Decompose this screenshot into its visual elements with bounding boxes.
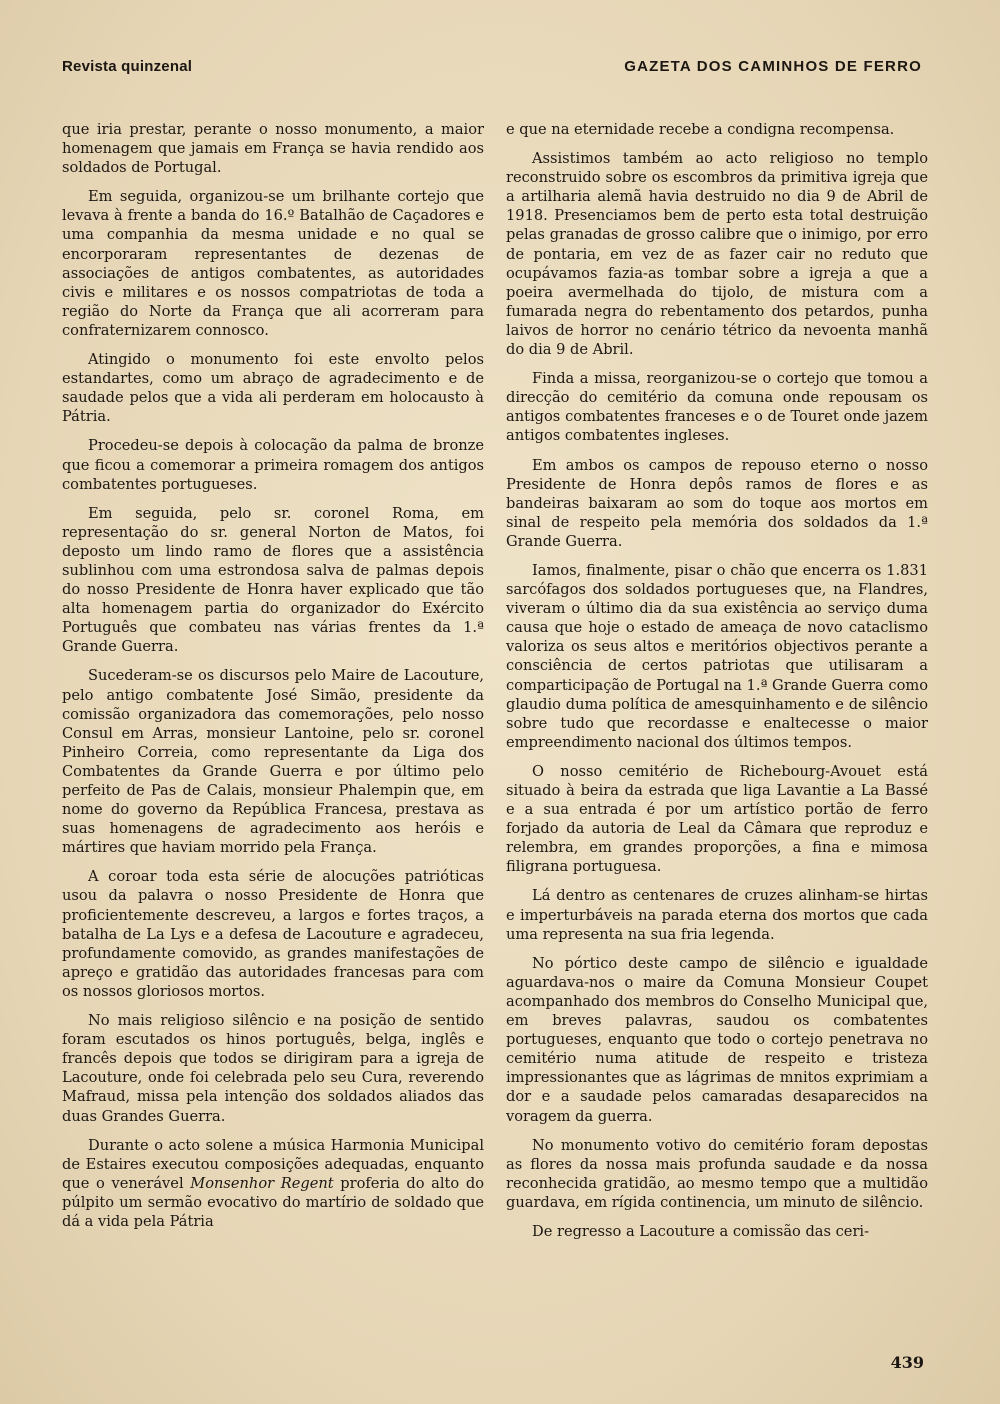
paragraph: Sucederam-se os discursos pelo Maire de Lacouture, pelo antigo combatente José Simão, presidente da comissão organizadora das comemorações, pelo nosso Consul em Arras, monsieur Lantoine, pelo sr. coronel Pinheiro Correia, como representante da Liga dos Combatentes da Grande Guerra e por último pelo perfeito de Pas de Calais, monsieur Phalempin que, em nome do governo da República Francesa, prestava as suas homenagens de agradecimento aos heróis e mártires que haviam morrido pela França. [62,667,484,857]
paragraph: Iamos, finalmente, pisar o chão que encerra os 1.831 sarcófagos dos soldados portugueses que, na Flandres, viveram o último dia da sua existência ao serviço duma causa que hoje o estado de ameaça de novo cataclismo valoriza os seus altos e meritórios objectivos perante a consciência de certos patriotas que utilisaram a comparticipação de Portugal na 1.ª Grande Guerra como glaudio duma política de amesquinhamento e de silêncio sobre tudo que recordasse e enaltecesse o maior empreendimento nacional dos últimos tempos. [506,561,928,751]
paragraph: Procedeu-se depois à colocação da palma de bronze que ficou a comemorar a primeira romagem dos antigos combatentes portugueses. [62,437,484,493]
paragraph: Em seguida, pelo sr. coronel Roma, em representação do sr. general Norton de Matos, foi deposto um lindo ramo de flores que a assistência sublinhou com uma estrondosa salva de palmas depois do nosso Presidente de Honra haver explicado que tão alta homenagem partia do organizador do Exército Português que combateu nas várias frentes da 1.ª Grande Guerra. [62,504,484,656]
paragraph: No mais religioso silêncio e na posição de sentido foram escutados os hinos português, belga, inglês e francês depois que todos se dirigiram para a igreja de Lacouture, onde foi celebrada pelo seu Cura, reverendo Mafraud, missa pela intenção dos soldados aliados das duas Grandes Guerra. [62,1012,484,1125]
paragraph: que iria prestar, perante o nosso monumento, a maior homenagem que jamais em França se havia rendido aos soldados de Portugal. [62,121,484,177]
paragraph: Em seguida, organizou-se um brilhante cortejo que levava à frente a banda do 16.º Batalhão de Caçadores e uma companhia da mesma unidade e no qual se encorporaram representantes de dezenas de associações de antigos combatentes, as autoridades civis e militares e os nossos compatriotas de toda a região do Norte da França que ali acorreram para confraternizarem connosco. [62,188,484,339]
paragraph: Em ambos os campos de repouso eterno o nosso Presidente de Honra depôs ramos de flores e as bandeiras baixaram ao som do toque aos mortos em sinal de respeito pela memória dos soldados da 1.ª Grande Guerra. [506,456,928,550]
italic-name: Monsenhor Regent [190,1174,334,1192]
paragraph: Atingido o monumento foi este envolto pelos estandartes, como um abraço de agradecimento e de saudade pelos que a vida ali perderam em holocausto à Pátria. [62,351,484,426]
paragraph-text: proferia do alto do púlpito um sermão evocativo do martírio de soldado que dá a vida pela Pátria [62,1174,484,1230]
paragraph: Assistimos também ao acto religioso no templo reconstruido sobre os escombros da primitiva igreja que a artilharia alemã havia destruido no dia 9 de Abril de 1918. Presenciamos bem de perto esta total destruição pelas granadas de grosso calibre que o inimigo, por erro de pontaria, em vez de as fazer cair no reduto que ocupávamos fazia-as tombar sobre a igreja a que a poeira avermelhada do tijolo, de mistura com a fumarada negra do rebentamento dos petardos, punha laivos de horror no cenário tétrico da nevoenta manhã do dia 9 de Abril. [506,150,928,359]
paragraph: O nosso cemitério de Richebourg-Avouet está situado à beira da estrada que liga Lavantie a La Bassé e a sua entrada é por um artístico portão de ferro forjado da autoria de Leal da Câmara que reproduz e relembra, em grandes proporções, a fina e mimosa filigrana portuguesa. [506,762,928,876]
paragraph: Finda a missa, reorganizou-se o cortejo que tomou a direcção do cemitério da comuna onde repousam os antigos combatentes franceses e o de Touret onde jazem antigos combatentes ingleses. [506,370,928,445]
paragraph [62,1136,484,1231]
header-left: Revista quinzenal [62,58,193,75]
paragraph-text: Durante o acto solene a música Harmonia Municipal de Estaires executou composições adequadas, enquanto que o venerável [62,1136,484,1192]
paragraph: e que na eternidade recebe a condigna recompensa. [506,121,895,138]
page-number: 439 [890,1353,924,1372]
paragraph: No pórtico deste campo de silêncio e igualdade aguardava-nos o maire da Comuna Monsieur Coupet acompanhado dos membros do Conselho Municipal que, em breves palavras, saudou os combatentes portugueses, enquanto que todo o cortejo penetrava no cemitério numa atitude de respeito e tristeza impressionantes que as lágrimas de mnitos exprimiam a dor e a saudade pelos camaradas desaparecidos na voragem da guerra. [506,954,928,1125]
text-columns [62,120,928,1251]
column-right [506,120,928,1251]
header-right: GAZETA DOS CAMINHOS DE FERRO [624,58,922,75]
column-left [62,120,484,1251]
paragraph: De regresso a Lacouture a comissão das ceri- [532,1222,870,1240]
paragraph: Lá dentro as centenares de cruzes alinham-se hirtas e imperturbáveis na parada eterna dos mortos que cada uma representa na sua fria legenda. [506,887,928,943]
paragraph: No monumento votivo do cemitério foram depostas as flores da nossa mais profunda saudade e da nossa reconhecida gratidão, ao mesmo tempo que a multidão guardava, em rígida continencia, um minuto de silêncio. [506,1136,928,1211]
paragraph: A coroar toda esta série de alocuções patrióticas usou da palavra o nosso Presidente de Honra que proficientemente descreveu, a largos e fortes traços, a batalha de La Lys e a defesa de Lacouture e agradeceu, profundamente comovido, as grandes manifestações de apreço e gratidão das autoridades francesas para com os nossos gloriosos mortos. [62,868,484,1000]
running-header [62,58,922,75]
